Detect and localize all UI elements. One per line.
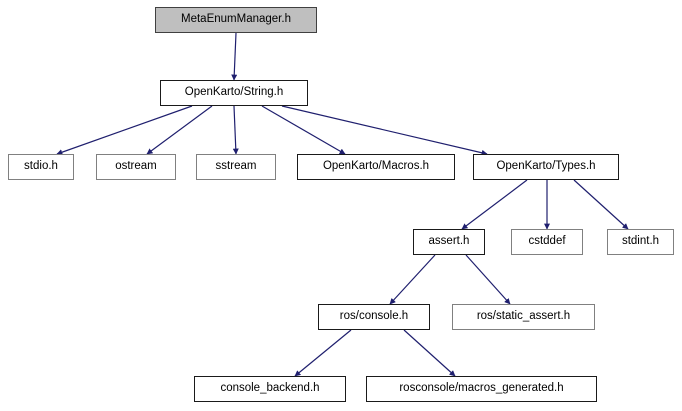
graph-node-stdint[interactable] — [607, 229, 674, 255]
graph-node-openkarto-macros[interactable] — [297, 154, 455, 180]
graph-edge — [57, 106, 192, 154]
graph-node-stdio[interactable] — [8, 154, 74, 180]
node-label: stdint.h — [621, 235, 660, 248]
graph-edge — [295, 330, 351, 376]
graph-node-openkarto-types[interactable] — [473, 154, 619, 180]
node-label: MetaEnumManager.h — [181, 13, 291, 26]
graph-node-metaenummanager[interactable] — [155, 7, 317, 33]
node-label: sstream — [215, 160, 257, 173]
graph-node-assert[interactable] — [413, 229, 485, 255]
graph-edge — [147, 106, 212, 154]
node-label: ros/static_assert.h — [476, 310, 571, 323]
node-label: cstddef — [528, 235, 566, 248]
node-label: console_backend.h — [220, 382, 320, 395]
graph-node-cstddef[interactable] — [511, 229, 583, 255]
node-label: assert.h — [428, 235, 470, 248]
graph-edge — [234, 106, 236, 154]
node-label: ros/console.h — [339, 310, 409, 323]
graph-edge — [466, 255, 510, 304]
graph-node-ostream[interactable] — [96, 154, 176, 180]
graph-edge — [390, 255, 435, 304]
graph-node-ros-static-assert[interactable] — [452, 304, 595, 330]
graph-edge — [262, 106, 345, 154]
node-label: OpenKarto/Macros.h — [322, 160, 430, 173]
node-label: ostream — [115, 160, 157, 173]
graph-node-console-backend[interactable] — [194, 376, 346, 402]
graph-edge — [282, 106, 487, 154]
graph-edge — [574, 180, 628, 229]
node-label: OpenKarto/Types.h — [496, 160, 596, 173]
graph-node-openkarto-string[interactable] — [160, 80, 308, 106]
graph-node-rosconsole-macros-generated[interactable] — [366, 376, 597, 402]
graph-edge — [234, 33, 236, 80]
graph-node-sstream[interactable] — [196, 154, 276, 180]
node-label: rosconsole/macros_generated.h — [399, 382, 564, 395]
graph-node-ros-console[interactable] — [318, 304, 430, 330]
node-label: stdio.h — [24, 160, 58, 173]
graph-edge — [462, 180, 527, 229]
node-label: OpenKarto/String.h — [184, 86, 284, 99]
graph-edge — [404, 330, 455, 376]
